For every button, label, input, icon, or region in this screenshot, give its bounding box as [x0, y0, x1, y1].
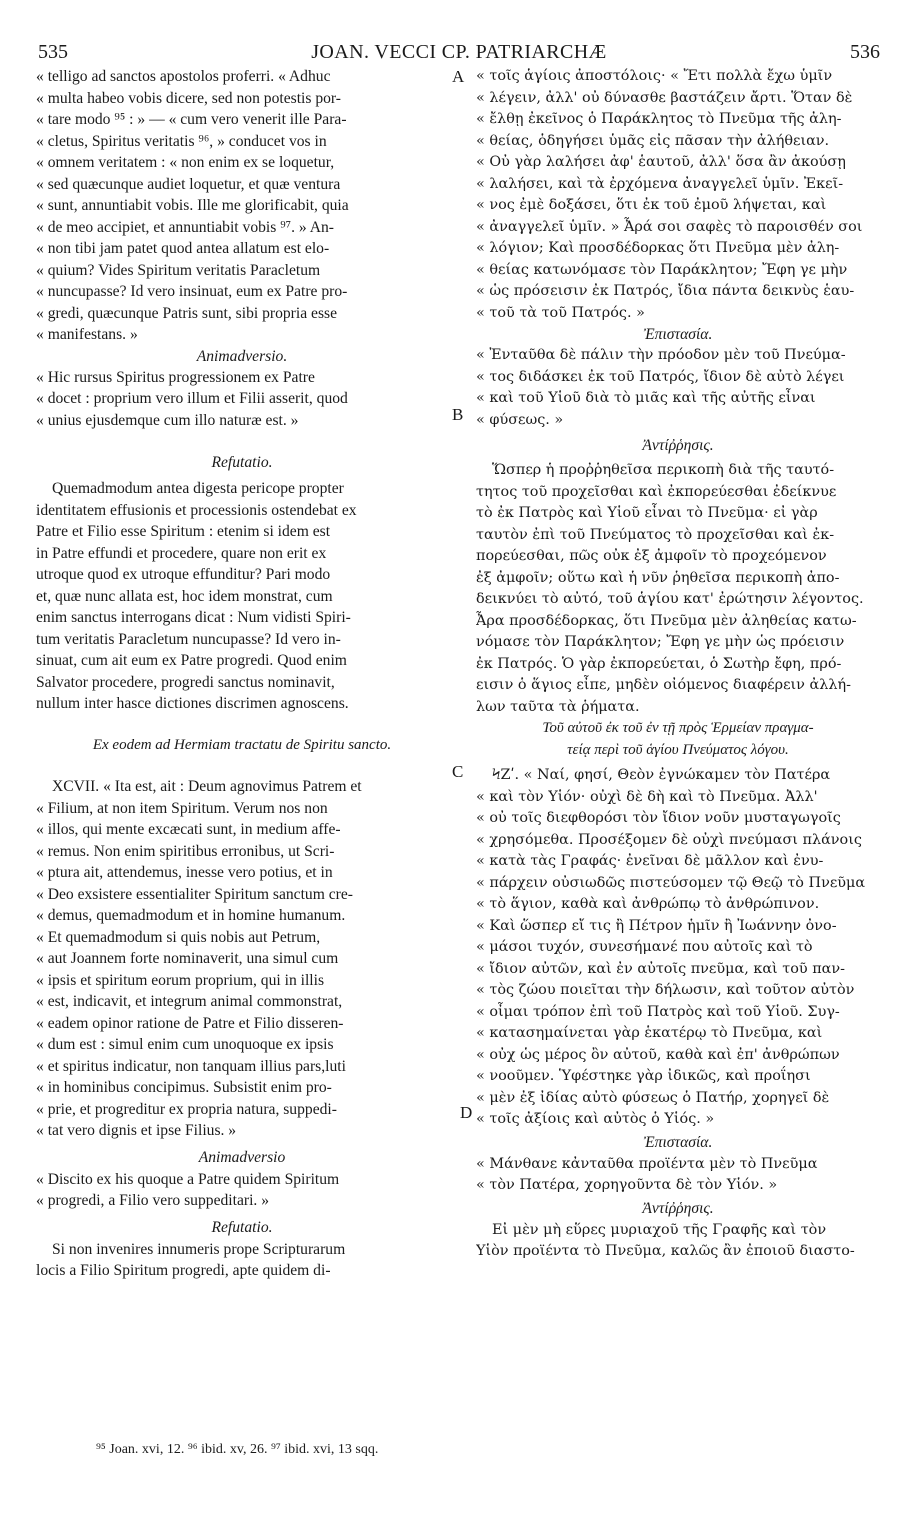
- text-line: ἐξ ἀμφοῖν; οὕτω καὶ ἡ νῦν ῥηθεῖσα περικοπὴ ἀπο-: [476, 569, 840, 586]
- text-line: « non tibi jam patet quod antea allatum est elo-: [36, 240, 330, 257]
- text-line: λων ταῦτα τὰ ῥήματα.: [476, 698, 640, 715]
- latin-refutatio-2-title: Refutatio.: [211, 1218, 273, 1236]
- text-line: « dum est : simul enim cum unoquoque ex ipsis: [36, 1036, 334, 1053]
- text-line: ϞΖʹ. « Ναί, φησί, Θεὸν ἐγνώκαμεν τὸν Πατέρα: [492, 767, 831, 783]
- latin-quote-1: [36, 66, 448, 346]
- latin-animadversio-1-title: Animadversio.: [196, 347, 288, 365]
- text-line: « et spiritus indicatur, non tanquam illius pars,luti: [36, 1057, 346, 1075]
- text-line: Υἱὸν προϊέντα τὸ Πνεῦμα, καλῶς ἂν ἐποιοῦ διαστο-: [476, 1243, 855, 1259]
- text-line: Ἆρα προσδέδορκας, ὅτι Πνεῦμα μὲν ἀληθείας κατω-: [476, 612, 857, 629]
- text-line: « Hic rursus Spiritus progressionem ex Patre: [36, 368, 315, 386]
- page-number-left: 535: [38, 41, 68, 63]
- greek-epistasia-1-title: Ἐπιστασία.: [643, 326, 713, 343]
- text-line: « eadem opinor ratione de Patre et Filio disseren-: [36, 1014, 344, 1032]
- text-line: « τος διδάσκει ἐκ τοῦ Πατρός, ἴδιον δὲ αὐτὸ λέγει: [476, 368, 845, 385]
- text-line: « tat vero dignis et ipse Filius. »: [36, 1122, 237, 1139]
- text-line: « καὶ τοῦ Υἱοῦ διὰ τὸ μιᾶς καὶ τῆς αὐτῆς εἶναι: [476, 390, 816, 406]
- latin-column: [36, 66, 448, 1282]
- text-line: « κατασημαίνεται γὰρ ἑκατέρῳ τὸ Πνεῦμα, καὶ: [476, 1025, 823, 1041]
- footnotes: ⁹⁵ Joan. xvi, 12. ⁹⁶ ibid. xv, 26. ⁹⁷ ibid. xvi, 13 sqq.: [96, 1442, 379, 1457]
- text-line: enim sanctus interrogans dicat : Num vidisti Spiri-: [36, 609, 351, 626]
- text-line: « docet : proprium vero illum et Filii asserit, quod: [36, 390, 348, 407]
- text-line: utroque quod ex utroque effunditur? Pari modo: [36, 566, 331, 583]
- latin-section-title: Ex eodem ad Hermiam tractatu de Spiritu sancto.: [92, 736, 392, 753]
- text-line: « de meo accipiet, et annuntiabit vobis ⁹⁷. » An-: [36, 218, 334, 236]
- text-line: « ptura ait, attendemus, inesse vero potius, et in: [36, 864, 333, 881]
- text-line: « οἶμαι τρόπον ἐπὶ τοῦ Πατρὸς καὶ τοῦ Υἱοῦ. Συγ-: [476, 1003, 840, 1020]
- text-line: « καὶ τὸν Υἱόν· οὐχὶ δὲ δὴ καὶ τὸ Πνεῦμα. Ἀλλ': [476, 788, 818, 805]
- text-line: ταυτὸν ἐπὶ τοῦ Πνεύματος τὸ προχεῖσθαι καὶ ἐκ-: [476, 526, 835, 543]
- greek-quote-1: [476, 66, 880, 324]
- text-line: « ὡς πρόσεισιν ἐκ Πατρός, ἴδια πάντα δεικνὺς ἑαυ-: [476, 283, 855, 299]
- text-line: tum veritatis Paracletum nuncupasse? Id vero in-: [36, 630, 341, 648]
- text-line: « τὸς ζώου ποιεῖται τὴν δήλωσιν, καὶ τοῦτον αὐτὸν: [476, 982, 855, 998]
- text-line: « χρησόμεθα. Προσέξομεν δὲ οὐχὶ πνεύμασι πλάνοις: [476, 831, 862, 848]
- text-line: « manifestans. »: [36, 326, 138, 343]
- text-line: « remus. Non enim spiritibus erronibus, ut Scri-: [36, 842, 335, 860]
- greek-epistasia-2-title: Ἐπιστασία.: [643, 1133, 713, 1151]
- text-line: « λαλήσει, καὶ τὰ ἐρχόμενα ἀναγγελεῖ ὑμῖν. Ἐκεῖ-: [476, 175, 844, 192]
- text-line: « cletus, Spiritus veritatis ⁹⁶, » conducet vos in: [36, 132, 327, 150]
- text-line: in Patre effundi et procedere, quare non erit ex: [36, 544, 327, 562]
- text-line: « Μάνθανε κἀνταῦθα προϊέντα μὲν τὸ Πνεῦμα: [476, 1155, 818, 1172]
- text-line: sinuat, cum ait eum ex Patre progredi. Quod enim: [36, 652, 347, 669]
- text-line: locis a Filio Spiritum progredi, apte quidem di-: [36, 1262, 331, 1279]
- text-line: « demus, quemadmodum et in homine humanum.: [36, 907, 346, 924]
- section-marker-a: A: [452, 67, 465, 86]
- text-line: identitatem effusionis et processionis ostendebat ex: [36, 501, 357, 519]
- text-line: « θείας, ὁδηγήσει ὑμᾶς εἰς πᾶσαν τὴν ἀλήθειαν.: [476, 132, 830, 149]
- text-line: « multa habeo vobis dicere, sed non potestis por-: [36, 89, 341, 107]
- text-line: « omnem veritatem : « non enim ex se loquetur,: [36, 154, 335, 171]
- text-line: « κατὰ τὰς Γραφάς· ἐνεῖναι δὲ μᾶλλον καὶ ἐνυ-: [476, 853, 824, 869]
- text-line: « τὸν Πατέρα, χορηγοῦντα δὲ τὸν Υἱόν. »: [476, 1177, 778, 1193]
- text-line: εισιν ὁ ἅγιος εἶπε, μηδὲν οἰόμενος διαφέρειν ἀλλή-: [476, 677, 851, 693]
- text-line: Si non invenires innumeris prope Scripturarum: [52, 1240, 346, 1258]
- text-line: « λέγειν, ἀλλ' οὐ δύνασθε βαστάζειν ἄρτι. Ὅταν δὲ: [476, 89, 853, 106]
- text-line: « Discito ex his quoque a Patre quidem Spiritum: [36, 1170, 340, 1188]
- text-line: « πάρχειν οὐσιωδῶς πιστεύσομεν τῷ Θεῷ τὸ Πνεῦμα: [476, 874, 866, 891]
- text-line: XCVII. « Ita est, ait : Deum agnovimus Patrem et: [52, 778, 362, 795]
- text-line: « θείας κατωνόμασε τὸν Παράκλητον; Ἔφη γε μὴν: [476, 261, 848, 278]
- latin-animadversio-1: [36, 367, 448, 432]
- text-line: « φύσεως. »: [476, 411, 564, 428]
- text-line: δεικνύει τὸ αὐτό, τοῦ ἁγίου κατ' ἐρώτησιν λέγοντος.: [476, 591, 864, 607]
- section-marker-d: D: [460, 1103, 473, 1122]
- text-line: Εἰ μὲν μὴ εὕρες μυριαχοῦ τῆς Γραφῆς καὶ τὸν: [492, 1221, 827, 1238]
- text-line: « οὐ τοῖς διεφθορόσι τὸν ἴδιον νοῦν μυσταγωγοῖς: [476, 810, 841, 826]
- text-line: « in hominibus concipimus. Subsistit enim pro-: [36, 1079, 332, 1096]
- text-line: « aut Joannem forte nominaverit, una simul cum: [36, 950, 339, 967]
- text-line: νόμασε τὸν Παράκλητον; Ἔφη γε μὴν ὡς πρόεισιν: [476, 634, 845, 650]
- text-line: « telligo ad sanctos apostolos proferri. « Adhuc: [36, 68, 331, 85]
- text-line: « Deo exsistere essentialiter Spiritum sanctum cre-: [36, 885, 353, 903]
- text-line: « ἔλθῃ ἐκεῖνος ὁ Παράκλητος τὸ Πνεῦμα τῆς ἀλη-: [476, 111, 842, 127]
- text-line: « progredi, a Filio vero suppeditari. »: [36, 1192, 269, 1209]
- latin-refutatio-1: [36, 478, 448, 715]
- page-number-right: 536: [850, 41, 880, 63]
- greek-column: [476, 66, 880, 1263]
- section-marker-c: C: [452, 762, 464, 781]
- text-line: « Et quemadmodum si quis nobis aut Petrum,: [36, 928, 321, 946]
- running-title: JOAN. VECCI CP. PATRIARCHÆ: [311, 41, 607, 63]
- text-line: ἐκ Πατρός. Ὁ γὰρ ἐκπορεύεται, ὁ Σωτὴρ ἔφη, πρό-: [476, 655, 842, 672]
- text-line: « τὸ ἅγιον, καθὰ καὶ ἀνθρώπῳ τὸ ἀνθρώπινον.: [476, 896, 820, 912]
- section-marker-b: B: [452, 405, 464, 424]
- greek-antirrhesis-1: [476, 460, 880, 718]
- text-line: « οὐχ ὡς μέρος ὂν αὐτοῦ, καθὰ καὶ ἐπ' ἀνθρώπων: [476, 1046, 840, 1063]
- text-line: « τοῖς ἀξίοις καὶ αὐτὸς ὁ Υἱός. »: [476, 1111, 715, 1127]
- text-line: « τοῦ τὰ τοῦ Πατρός. »: [476, 304, 645, 321]
- greek-epistasia-2: [476, 1154, 880, 1197]
- greek-antirrhesis-1-title: Ἀντίῤῥησις.: [642, 437, 714, 454]
- text-line: « μὲν ἐξ ἰδίας αὐτὸ φύσεως ὁ Πατήρ, χορηγεῖ δὲ: [476, 1089, 830, 1106]
- text-line: « ipsis et spiritum eorum proprium, qui in illis: [36, 971, 325, 989]
- text-line: « Filium, at non item Spiritum. Verum nos non: [36, 799, 328, 817]
- text-line: Salvator procedere, progredi sanctus nominavit,: [36, 673, 335, 691]
- latin-animadversio-2: [36, 1169, 448, 1212]
- text-line: « Καὶ ὥσπερ εἴ τις ἢ Πέτρον ἡμῖν ἢ Ἰωάννην ὀνο-: [476, 917, 837, 934]
- text-line: « λόγιον; Καὶ προσδέδορκας ὅτι Πνεῦμα μὲν ἀλη-: [476, 240, 840, 256]
- text-line: nullum inter hasce dictiones discrimen agnoscens.: [36, 695, 349, 712]
- text-line: « τοῖς ἁγίοις ἀποστόλοις· « Ἔτι πολλὰ ἔχω ὑμῖν: [476, 68, 833, 84]
- greek-epistasia-1: [476, 345, 880, 431]
- latin-animadversio-2-title: Animadversio: [198, 1148, 286, 1166]
- latin-refutatio-1-title: Refutatio.: [211, 454, 273, 471]
- text-line: « prie, et progreditur ex propria natura, suppedi-: [36, 1100, 337, 1118]
- text-line: τὸ ἐκ Πατρὸς καὶ Υἱοῦ εἶναι τὸ Πνεῦμα· εἰ γὰρ: [476, 505, 818, 521]
- text-line: et, quæ nunc allata est, hoc idem monstrat, cum: [36, 587, 333, 605]
- greek-section-title: [476, 718, 880, 761]
- text-line: « νος ἐμὲ δοξάσει, ὅτι ἐκ τοῦ ἐμοῦ λήψεται, καὶ: [476, 197, 827, 213]
- section-title-line: τείᾳ περὶ τοῦ ἁγίου Πνεύματος λόγου.: [567, 741, 789, 758]
- greek-antirrhesis-2: [476, 1220, 880, 1263]
- latin-quote-2: [36, 776, 448, 1142]
- text-line: « unius ejusdemque cum illo naturæ est. »: [36, 411, 299, 429]
- text-line: Ὥσπερ ἡ προῤῥηθεῖσα περικοπὴ διὰ τῆς ταυτό-: [492, 462, 835, 478]
- latin-refutatio-2: [36, 1239, 448, 1282]
- text-line: « gredi, quæcunque Patris sunt, sibi propria esse: [36, 304, 338, 322]
- page-header: [38, 38, 880, 66]
- text-line: « sed quæcunque audiet loquetur, et quæ ventura: [36, 175, 341, 193]
- text-line: « nuncupasse? Id vero insinuat, eum ex Patre pro-: [36, 283, 348, 300]
- text-line: τητος τοῦ προχεῖσθαι καὶ ἐκπορεύεσθαι ἐδείκνυε: [476, 483, 837, 500]
- text-line: « Οὐ γὰρ λαλήσει ἀφ' ἑαυτοῦ, ἀλλ' ὅσα ἂν ἀκούσῃ: [476, 154, 846, 170]
- text-line: « ἀναγγελεῖ ὑμῖν. » Ἆρά σοι σαφὲς τὸ παροισθέν σοι: [476, 218, 863, 235]
- text-line: « illos, qui mente excæcati sunt, in medium affe-: [36, 821, 341, 838]
- section-title-line: Τοῦ αὐτοῦ ἐκ τοῦ ἐν τῇ πρὸς Ἑρμείαν πραγμα-: [542, 720, 814, 736]
- text-line: « quium? Vides Spiritum veritatis Paracletum: [36, 261, 321, 279]
- text-line: « Ἐνταῦθα δὲ πάλιν τὴν πρόοδον μὲν τοῦ Πνεύμα-: [476, 347, 846, 363]
- greek-antirrhesis-2-title: Ἀντίῤῥησις.: [642, 1199, 714, 1217]
- text-line: Patre et Filio esse Spiritum : etenim si idem est: [36, 523, 331, 540]
- text-line: « νοοῦμεν. Ὑφέστηκε γὰρ ἰδικῶς, καὶ προΐησι: [476, 1068, 811, 1084]
- text-line: πορεύεσθαι, πῶς οὐκ ἐξ ἀμφοῖν τὸ προχεόμενον: [476, 548, 827, 564]
- text-line: « ἴδιον αὐτῶν, καὶ ἐν αὐτοῖς πνεῦμα, καὶ τοῦ παν-: [476, 960, 846, 977]
- text-line: « sunt, annuntiabit vobis. Ille me glorificabit, quia: [36, 197, 349, 214]
- greek-quote-2: [476, 765, 880, 1131]
- text-line: « est, indicavit, et integrum animal commonstrat,: [36, 993, 343, 1010]
- text-line: Quemadmodum antea digesta pericope propter: [52, 480, 344, 497]
- text-line: « tare modo ⁹⁵ : » — « cum vero venerit ille Para-: [36, 111, 347, 128]
- text-line: « μάσοι τυχόν, συνεσήμανέ που αὐτοῖς καὶ τὸ: [476, 939, 813, 955]
